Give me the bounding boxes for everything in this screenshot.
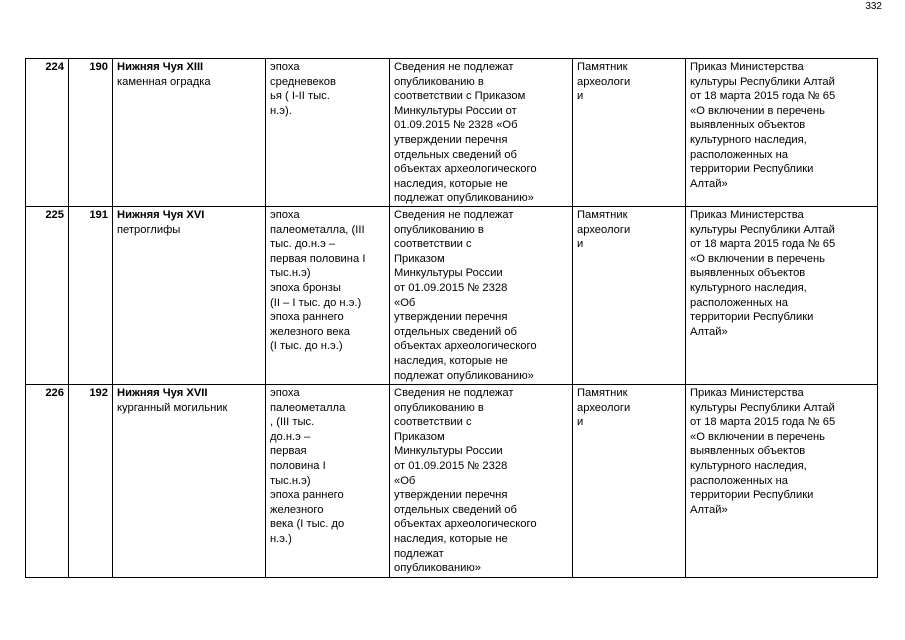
info-text: Сведения не подлежат опубликованию в соответствии с Приказом Минкультуры России от 01.09.2015 № 2328 «Об утверждении перечня отдельных сведений об объектах археологического наследия, которые не подлежат опубликованию» xyxy=(394,209,537,382)
dating-cell xyxy=(266,385,390,578)
object-type: каменная оградка xyxy=(117,75,211,88)
category-text: Памятник археологи и xyxy=(577,61,631,103)
row-number-cell: 224 xyxy=(26,59,69,207)
row-number-cell: 226 xyxy=(26,385,69,578)
document-cell xyxy=(686,207,878,385)
heritage-registry-table xyxy=(25,58,878,578)
object-name: Нижняя Чуя XVII xyxy=(117,387,208,399)
category-text: Памятник археологи и xyxy=(577,209,631,251)
table-row xyxy=(26,207,878,385)
document-cell xyxy=(686,385,878,578)
document-cell xyxy=(686,59,878,207)
table-row xyxy=(26,59,878,207)
dating-cell xyxy=(266,59,390,207)
dating-cell xyxy=(266,207,390,385)
category-text: Памятник археологи и xyxy=(577,387,631,429)
info-cell xyxy=(390,207,573,385)
object-type: петроглифы xyxy=(117,223,181,236)
table-row xyxy=(26,385,878,578)
dating-text: эпоха палеометалла, (III тыс. до.н.э – первая половина I тыс.н.э) эпоха бронзы (II – I тыс. до н.э.) эпоха раннего железного века (I тыс. до н.э.) xyxy=(270,209,366,353)
object-id-cell: 190 xyxy=(69,59,113,207)
object-name-cell xyxy=(113,207,266,385)
document-text: Приказ Министерства культуры Республики Алтай от 18 марта 2015 года № 65 «О включении в перечень выявленных объектов культурного наследия, расположенных на территории Республики Алтай» xyxy=(690,387,836,516)
info-text: Сведения не подлежат опубликованию в соответствии с Приказом Минкультуры России от 01.09.2015 № 2328 «Об утверждении перечня отдельных сведений об объектах археологического наследия, которые не подлежат опубликованию» xyxy=(394,387,537,575)
document-text: Приказ Министерства культуры Республики Алтай от 18 марта 2015 года № 65 «О включении в перечень выявленных объектов культурного наследия, расположенных на территории Республики Алтай» xyxy=(690,209,836,338)
object-name-cell xyxy=(113,59,266,207)
info-cell xyxy=(390,59,573,207)
object-name: Нижняя Чуя XIII xyxy=(117,61,204,73)
dating-text: эпоха палеометалла , (III тыс. до.н.э – первая половина I тыс.н.э) эпоха раннего железного века (I тыс. до н.э.) xyxy=(270,387,346,545)
object-id-cell: 192 xyxy=(69,385,113,578)
category-cell xyxy=(573,59,686,207)
object-name: Нижняя Чуя XVI xyxy=(117,209,205,221)
category-cell xyxy=(573,385,686,578)
info-cell xyxy=(390,385,573,578)
object-name-cell xyxy=(113,385,266,578)
document-text: Приказ Министерства культуры Республики Алтай от 18 марта 2015 года № 65 «О включении в перечень выявленных объектов культурного наследия, расположенных на территории Республики Алтай» xyxy=(690,61,836,190)
row-number-cell: 225 xyxy=(26,207,69,385)
page-number: 332 xyxy=(865,1,882,12)
dating-text: эпоха средневеков ья ( I-II тыс. н.э). xyxy=(270,61,336,117)
category-cell xyxy=(573,207,686,385)
info-text: Сведения не подлежат опубликованию в соответствии с Приказом Минкультуры России от 01.09.2015 № 2328 «Об утверждении перечня отдельных сведений об объектах археологического наследия, которые не подлежат опубликованию» xyxy=(394,61,537,205)
object-id-cell: 191 xyxy=(69,207,113,385)
object-type: курганный могильник xyxy=(117,401,228,414)
